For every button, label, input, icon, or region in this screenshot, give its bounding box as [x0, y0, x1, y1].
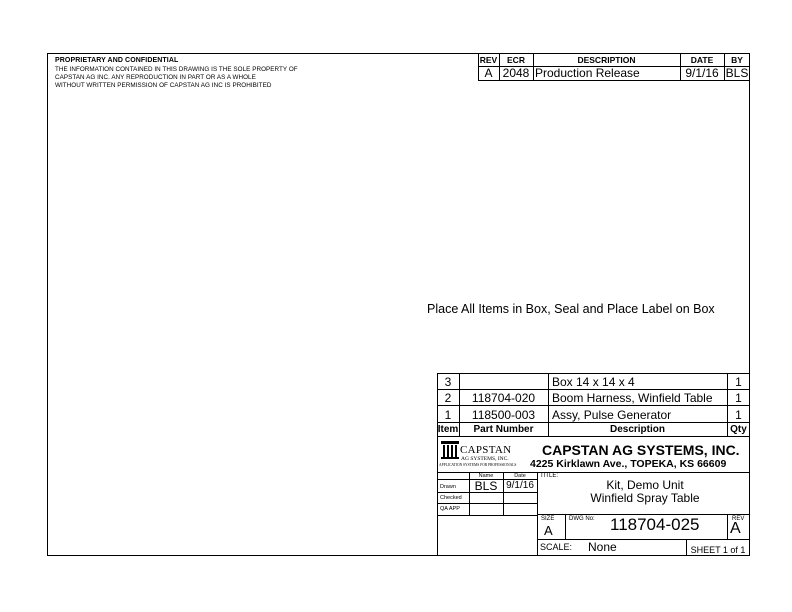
scale-label: SCALE:	[540, 542, 573, 552]
rev-value: A	[484, 66, 493, 80]
company-logo	[440, 439, 528, 469]
checked-label: Checked	[440, 495, 462, 501]
notice-line: THE INFORMATION CONTAINED IN THIS DRAWING IS THE SOLE PROPERTY OF	[55, 66, 298, 73]
qa-label: QA APP	[440, 506, 460, 512]
drawing-rev: A	[730, 520, 741, 537]
bom-qty-header: Qty	[730, 424, 747, 435]
bom-item: 1	[444, 408, 452, 422]
drawn-by: BLS	[474, 479, 498, 493]
drawn-date: 9/1/16	[506, 480, 534, 491]
bom-part-number: 118500-003	[471, 408, 536, 422]
rev-label: REV	[732, 516, 745, 522]
bom-part-number-header: Part Number	[473, 424, 534, 435]
size-label: SIZE	[541, 516, 555, 522]
capstan-logo-icon	[440, 440, 460, 460]
bom-description: Boom Harness, Winfield Table	[552, 391, 713, 405]
bom-item: 2	[444, 391, 452, 405]
sig-name-header: Name	[478, 473, 494, 479]
logo-sub: AG SYSTEMS, INC.	[461, 456, 509, 462]
bom-description: Assy, Pulse Generator	[552, 408, 672, 422]
company-name: CAPSTAN AG SYSTEMS, INC.	[542, 442, 740, 458]
drawing-title-line2: Winfield Spray Table	[590, 491, 700, 505]
rev-header: REV	[479, 55, 498, 65]
company-address: 4225 Kirklawn Ave., TOPEKA, KS 66609	[530, 458, 727, 470]
logo-name: CAPSTAN	[460, 444, 512, 456]
rev-description: Production Release	[535, 66, 640, 80]
rev-by: BLS	[725, 66, 749, 80]
dwg-number: 118704-025	[610, 515, 700, 534]
description-header: DESCRIPTION	[577, 55, 636, 65]
bom-qty: 1	[735, 408, 742, 422]
bom-part-number: 118704-020	[471, 391, 536, 405]
bom-qty: 1	[735, 375, 742, 389]
bom-item-header: Item	[437, 424, 459, 435]
sig-date-header: Date	[514, 473, 526, 479]
sheet-number: SHEET 1 of 1	[690, 545, 746, 555]
date-header: DATE	[690, 55, 714, 65]
drawn-label: Drawn	[440, 484, 456, 490]
title-label: TITLE:	[540, 473, 559, 479]
notice-title: PROPRIETARY AND CONFIDENTIAL	[55, 57, 179, 64]
rev-date: 9/1/16	[685, 66, 719, 80]
bom-item: 3	[444, 375, 452, 389]
by-header: BY	[731, 55, 743, 65]
assembly-note: Place All Items in Box, Seal and Place Label on Box	[427, 302, 715, 316]
drawing-title-line1: Kit, Demo Unit	[606, 478, 684, 492]
bom-description: Box 14 x 14 x 4	[552, 375, 635, 389]
ecr-header: ECR	[507, 55, 525, 65]
notice-line: WITHOUT WRITTEN PERMISSION OF CAPSTAN AG INC IS PROHIBITED	[55, 82, 272, 89]
size-value: A	[544, 523, 553, 538]
notice-line: CAPSTAN AG INC. ANY REPRODUCTION IN PART OR AS A WHOLE	[55, 74, 256, 81]
dwg-label: DWG No:	[569, 516, 595, 522]
bom-description-header: Description	[609, 424, 665, 435]
bom-qty: 1	[735, 391, 742, 405]
ecr-value: 2048	[502, 66, 530, 80]
logo-tagline: APPLICATION SYSTEMS FOR PROFESSIONALS	[439, 463, 517, 467]
scale-value: None	[588, 540, 617, 554]
